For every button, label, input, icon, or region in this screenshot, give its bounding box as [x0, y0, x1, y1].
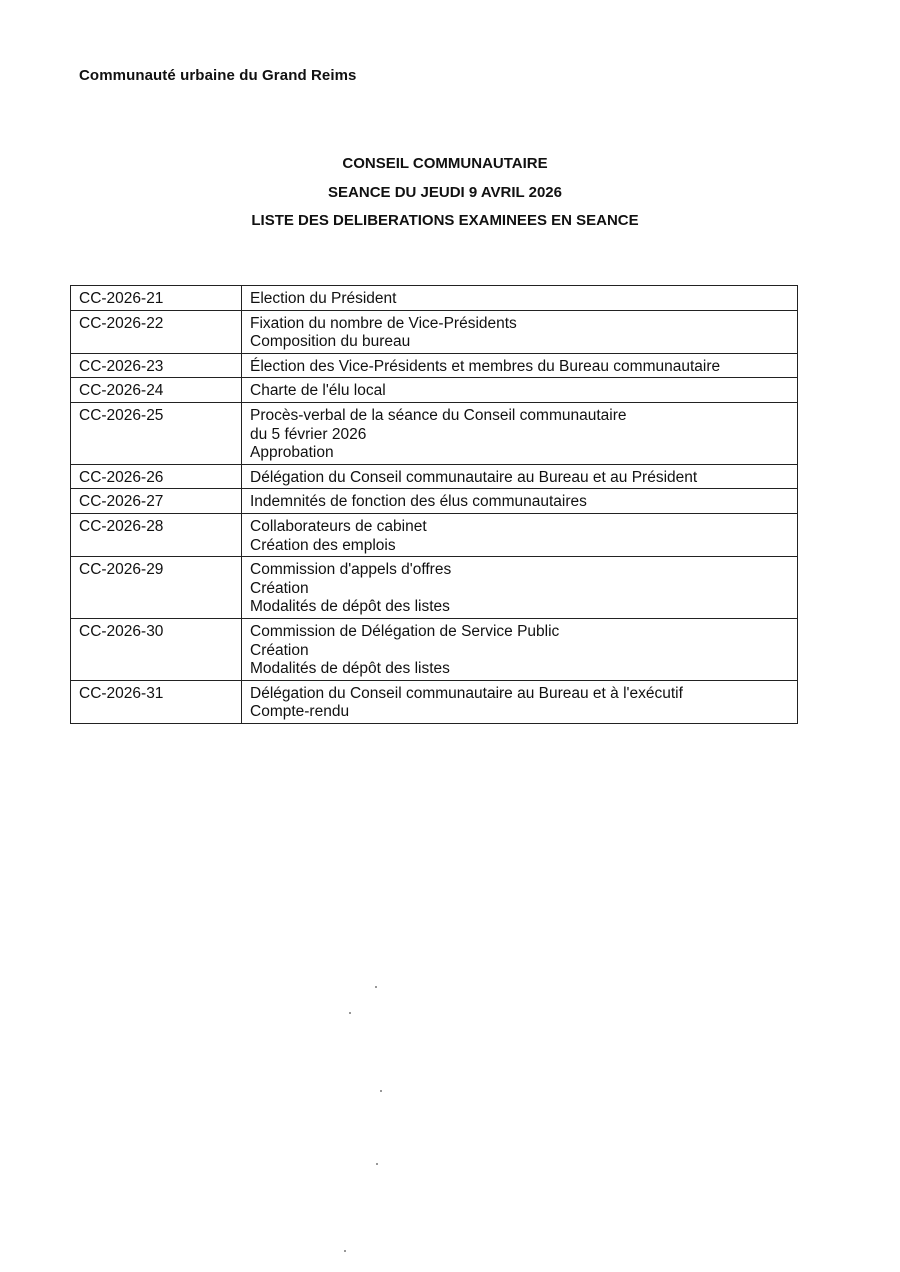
subject-line: Délégation du Conseil communautaire au Bureau et à l'exécutif — [250, 684, 683, 702]
title-line-council: CONSEIL COMMUNAUTAIRE — [342, 155, 548, 172]
table-row — [71, 286, 798, 311]
deliberation-code: CC-2026-27 — [71, 489, 242, 514]
deliberation-code: CC-2026-24 — [71, 378, 242, 403]
deliberation-subject — [242, 513, 798, 556]
organization-name: Communauté urbaine du Grand Reims — [79, 67, 357, 84]
subject-line: Création des emplois — [250, 536, 396, 554]
deliberation-subject — [242, 557, 798, 619]
table-row — [71, 680, 798, 723]
deliberation-subject — [242, 286, 798, 311]
deliberation-code: CC-2026-28 — [71, 513, 242, 556]
deliberation-code: CC-2026-26 — [71, 464, 242, 489]
table-row — [71, 513, 798, 556]
subject-line: Approbation — [250, 444, 334, 462]
deliberation-code: CC-2026-25 — [71, 402, 242, 464]
deliberation-subject — [242, 402, 798, 464]
deliberation-code: CC-2026-22 — [71, 310, 242, 353]
scan-speck — [349, 1012, 351, 1014]
scan-speck — [375, 986, 377, 988]
deliberation-code: CC-2026-21 — [71, 286, 242, 311]
table-row — [71, 310, 798, 353]
scan-speck — [380, 1090, 382, 1092]
subject-line: Composition du bureau — [250, 333, 411, 351]
table-row — [71, 489, 798, 514]
subject-line: Délégation du Conseil communautaire au Bureau et au Président — [250, 468, 698, 486]
subject-line: Commission de Délégation de Service Public — [250, 622, 560, 640]
deliberation-subject — [242, 378, 798, 403]
table-row — [71, 402, 798, 464]
deliberation-subject — [242, 489, 798, 514]
subject-line: Collaborateurs de cabinet — [250, 517, 427, 535]
deliberations-table — [70, 285, 798, 724]
deliberation-code: CC-2026-23 — [71, 353, 242, 378]
subject-line: Création — [250, 579, 309, 597]
scan-speck — [376, 1163, 378, 1165]
table-row — [71, 464, 798, 489]
subject-line: Commission d'appels d'offres — [250, 561, 452, 579]
subject-line: Election du Président — [250, 290, 397, 307]
deliberation-code: CC-2026-29 — [71, 557, 242, 619]
subject-line: Fixation du nombre de Vice-Présidents — [250, 314, 517, 332]
subject-line: Création — [250, 641, 309, 659]
deliberation-subject — [242, 310, 798, 353]
subject-line: Compte-rendu — [250, 703, 350, 721]
deliberation-subject — [242, 464, 798, 489]
table-row — [71, 378, 798, 403]
scan-speck — [344, 1250, 346, 1252]
subject-line: Charte de l'élu local — [250, 382, 386, 400]
deliberation-subject — [242, 353, 798, 378]
subject-line: du 5 février 2026 — [250, 425, 367, 443]
title-line-list: LISTE DES DELIBERATIONS EXAMINEES EN SEANCE — [251, 212, 639, 229]
subject-line: Indemnités de fonction des élus communautaires — [250, 493, 587, 511]
deliberation-subject — [242, 618, 798, 680]
subject-line: Élection des Vice-Présidents et membres du Bureau communautaire — [250, 357, 721, 375]
deliberation-code: CC-2026-31 — [71, 680, 242, 723]
deliberation-subject — [242, 680, 798, 723]
subject-line: Modalités de dépôt des listes — [250, 660, 450, 678]
table-row — [71, 557, 798, 619]
subject-line: Procès-verbal de la séance du Conseil communautaire — [250, 406, 627, 424]
subject-line: Modalités de dépôt des listes — [250, 598, 450, 616]
table-row — [71, 353, 798, 378]
document-title — [0, 150, 900, 236]
title-line-session: SEANCE DU JEUDI 9 AVRIL 2026 — [328, 183, 562, 201]
table-row — [71, 618, 798, 680]
deliberation-code: CC-2026-30 — [71, 618, 242, 680]
